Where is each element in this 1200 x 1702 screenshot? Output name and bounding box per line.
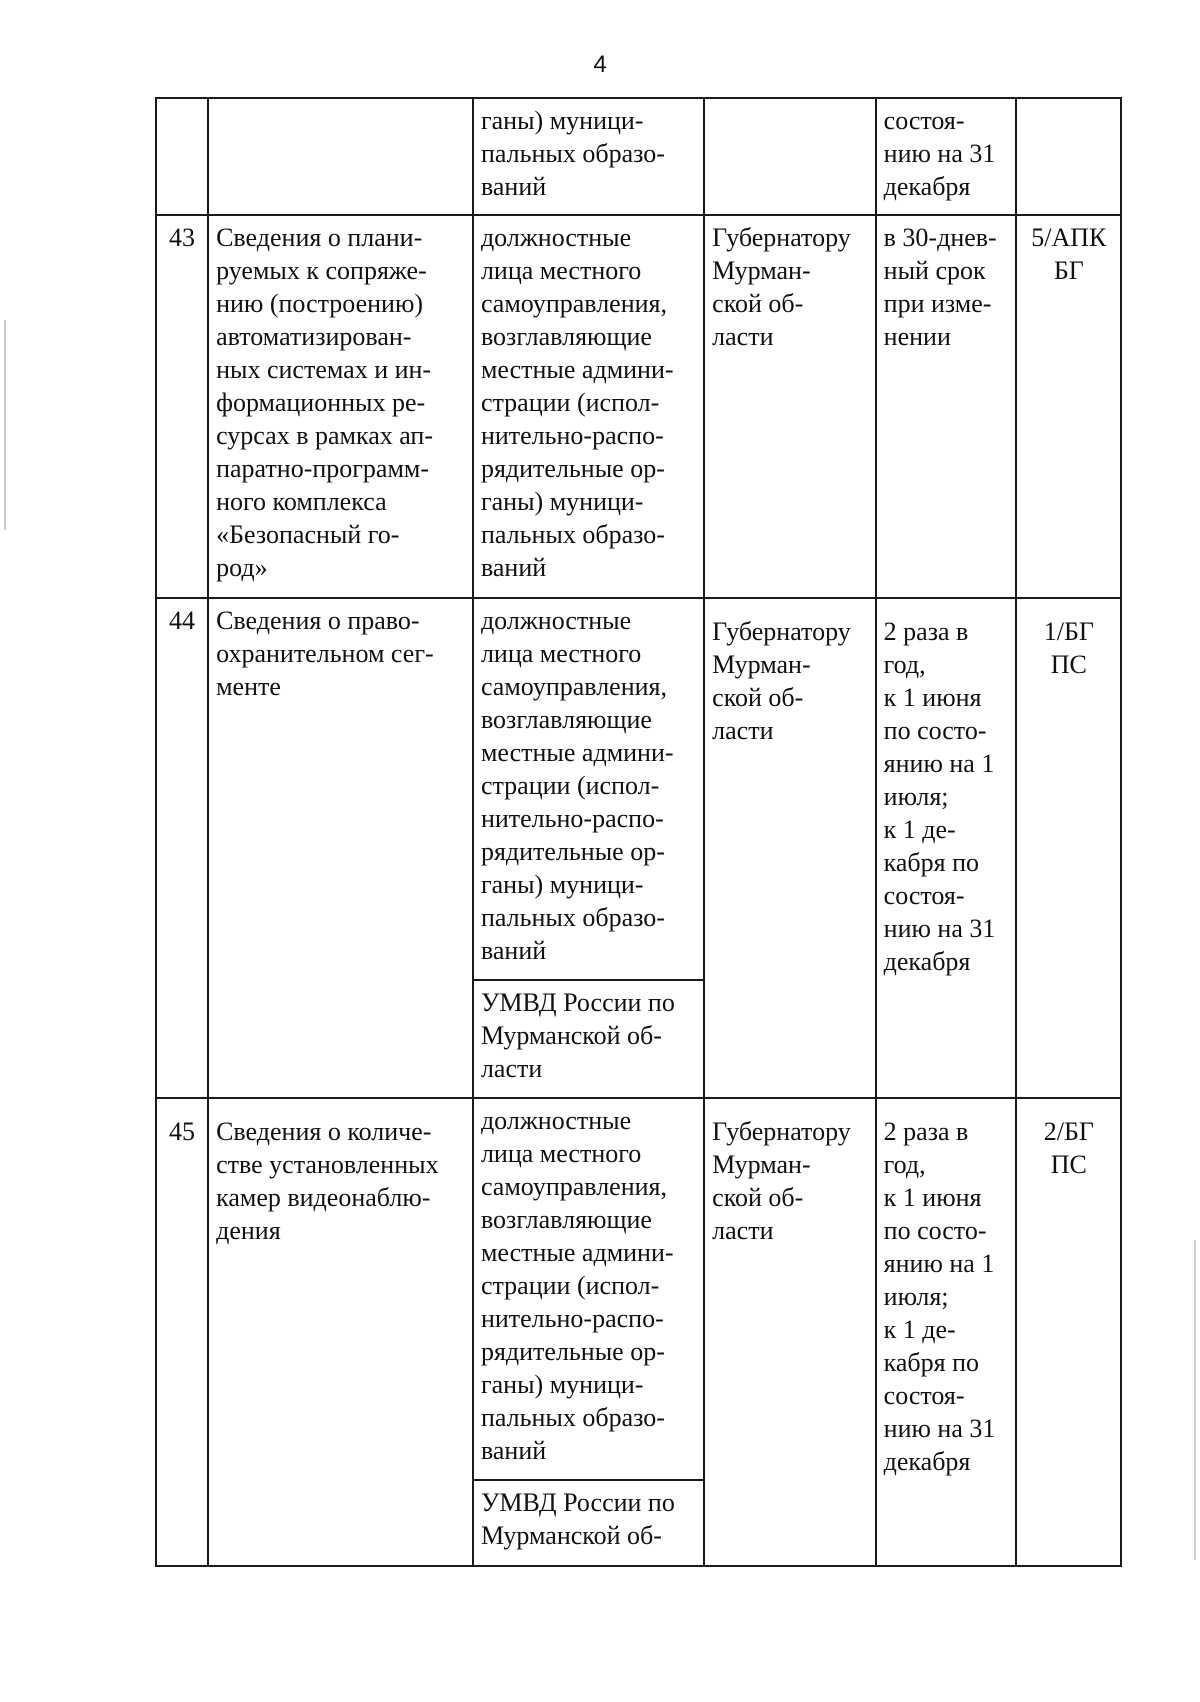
- cell-recipient: Губернатору Мурман- ской об- ласти: [704, 1098, 876, 1566]
- table-row-43: [156, 215, 1121, 598]
- scan-margin-mark: [4, 320, 6, 530]
- registry-table: [155, 97, 1122, 1567]
- table-row-continuation: [156, 98, 1121, 215]
- cell-deadline: в 30-днев- ный срок при изме- нении: [876, 215, 1016, 598]
- cell-number: [156, 98, 208, 215]
- cell-name: [208, 98, 473, 215]
- cell-responsible: должностные лица местного самоуправления, возглавляющие местные админи- страции (испол- нительно-распо- рядительные ор- ганы) муници- пальных образо- ваний: [473, 215, 704, 598]
- cell-code: 2/БГ ПС: [1016, 1098, 1121, 1566]
- cell-deadline: 2 раза в год, к 1 июня по состо- янию на 1 июля; к 1 де- кабря по состоя- нию на 31 декабря: [876, 598, 1016, 1098]
- cell-recipient: Губернатору Мурман- ской об- ласти: [704, 598, 876, 1098]
- cell-code: 1/БГ ПС: [1016, 598, 1121, 1098]
- cell-responsible-2: УМВД России по Мурманской об- ласти: [473, 980, 704, 1098]
- page-number: 4: [593, 51, 607, 78]
- cell-recipient: Губернатору Мурман- ской об- ласти: [704, 215, 876, 598]
- cell-deadline: 2 раза в год, к 1 июня по состо- янию на 1 июля; к 1 де- кабря по состоя- нию на 31 декабря: [876, 1098, 1016, 1566]
- cell-number: 43: [156, 215, 208, 598]
- table-row-45: [156, 1098, 1121, 1480]
- cell-recipient: [704, 98, 876, 215]
- cell-number: 44: [156, 598, 208, 1098]
- cell-responsible: ганы) муници- пальных образо- ваний: [473, 98, 704, 215]
- cell-name: Сведения о количе- стве установленных камер видеонаблю- дения: [208, 1098, 473, 1566]
- cell-deadline: состоя- нию на 31 декабря: [876, 98, 1016, 215]
- cell-responsible: должностные лица местного самоуправления, возглавляющие местные админи- страции (испол- нительно-распо- рядительные ор- ганы) муници- пальных образо- ваний: [473, 1098, 704, 1480]
- cell-code: 5/АПК БГ: [1016, 215, 1121, 598]
- scan-margin-mark-right: [1194, 1240, 1196, 1560]
- cell-number: 45: [156, 1098, 208, 1566]
- cell-code: [1016, 98, 1121, 215]
- table-row-44: [156, 598, 1121, 980]
- cell-name: Сведения о право- охранительном сег- менте: [208, 598, 473, 1098]
- cell-responsible: должностные лица местного самоуправления, возглавляющие местные админи- страции (испол- нительно-распо- рядительные ор- ганы) муници- пальных образо- ваний: [473, 598, 704, 980]
- cell-responsible-2: УМВД России по Мурманской об-: [473, 1480, 704, 1566]
- cell-name: Сведения о плани- руемых к сопряже- нию (построению) автоматизирован- ных системах и ин- формационных ре- сурсах в рамках ап- паратно-программ- ного комплекса «Безопасный го- род»: [208, 215, 473, 598]
